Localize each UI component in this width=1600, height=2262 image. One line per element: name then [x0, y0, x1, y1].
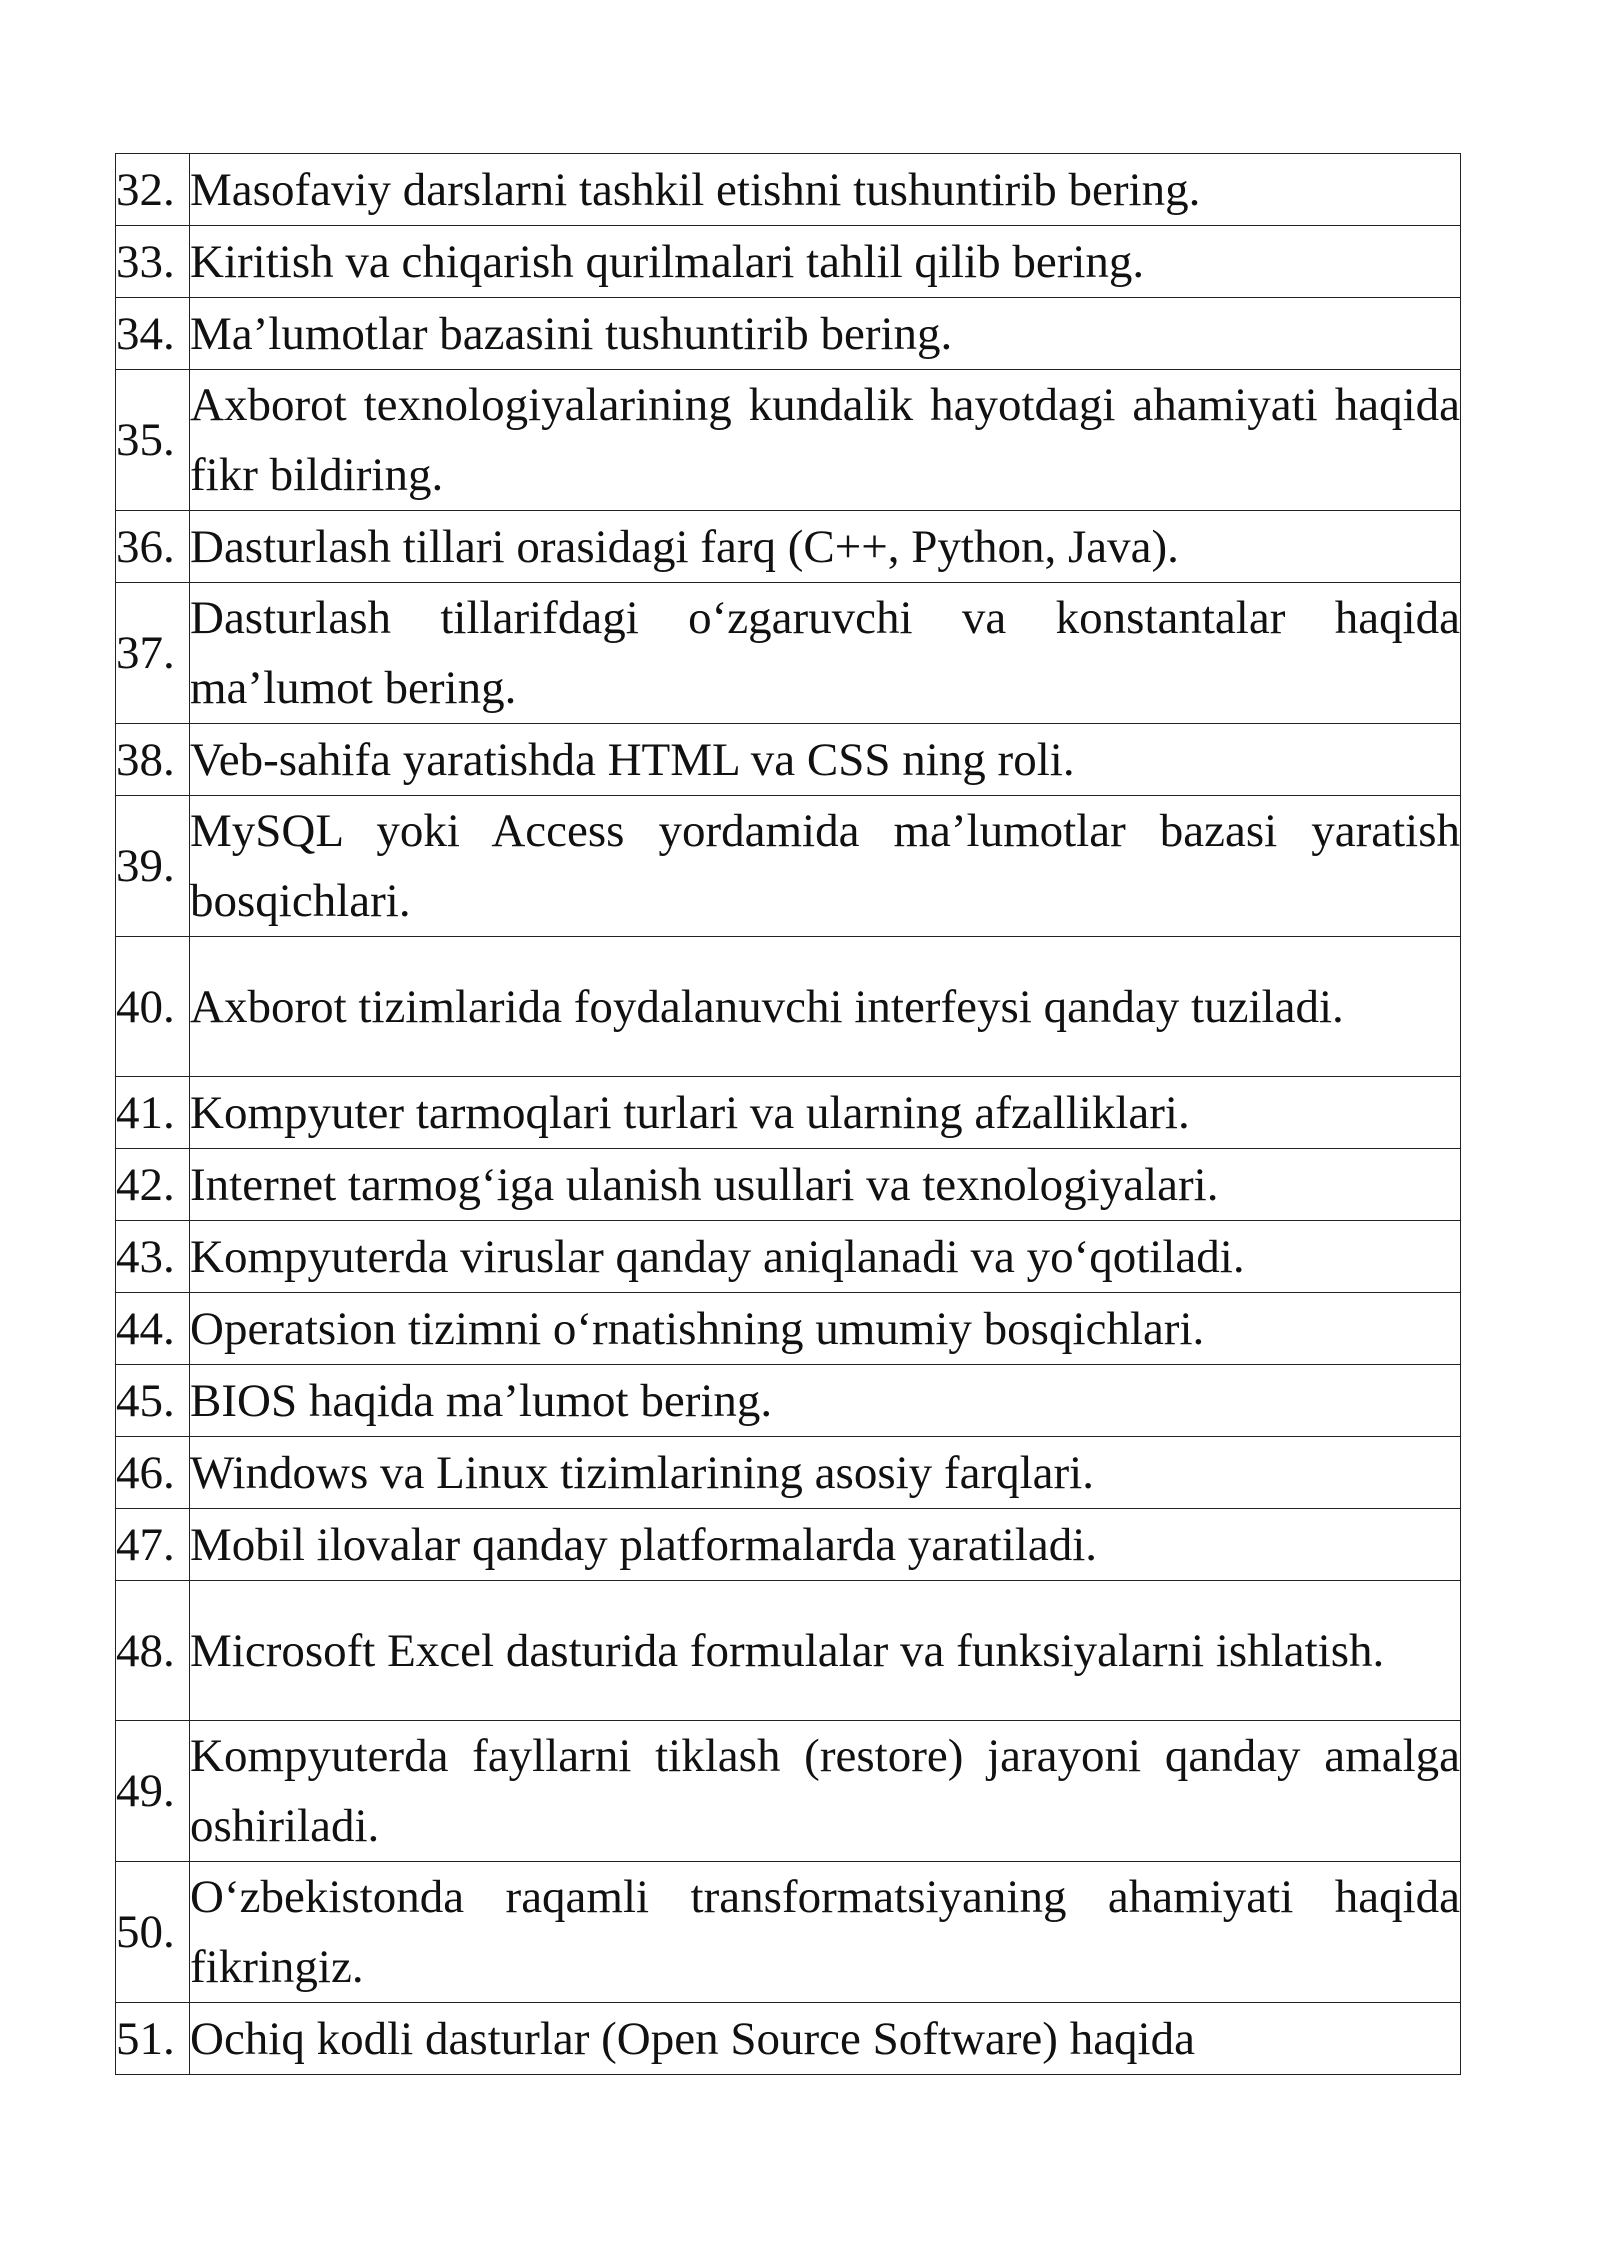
question-number: 35.	[116, 370, 190, 511]
table-row	[116, 298, 1461, 370]
table-row	[116, 1077, 1461, 1149]
question-text: Windows va Linux tizimlarining asosiy farqlari.	[190, 1437, 1461, 1509]
question-number: 42.	[116, 1149, 190, 1221]
table-row	[116, 154, 1461, 226]
question-number: 41.	[116, 1077, 190, 1149]
table-row	[116, 1581, 1461, 1721]
questions-table	[115, 153, 1461, 2075]
question-text: Dasturlash tillari orasidagi farq (C++, Python, Java).	[190, 511, 1461, 583]
table-row	[116, 1437, 1461, 1509]
question-number: 45.	[116, 1365, 190, 1437]
question-number: 49.	[116, 1721, 190, 1862]
table-row	[116, 226, 1461, 298]
table-row	[116, 1862, 1461, 2003]
question-number: 32.	[116, 154, 190, 226]
question-number: 38.	[116, 724, 190, 796]
question-text: Internet tarmog‘iga ulanish usullari va texnologiyalari.	[190, 1149, 1461, 1221]
question-number: 39.	[116, 796, 190, 937]
table-row	[116, 1509, 1461, 1581]
question-text: Ma’lumotlar bazasini tushuntirib bering.	[190, 298, 1461, 370]
document-page	[115, 153, 1460, 2075]
question-number: 33.	[116, 226, 190, 298]
table-row	[116, 511, 1461, 583]
question-number: 47.	[116, 1509, 190, 1581]
question-text: Masofaviy darslarni tashkil etishni tushuntirib bering.	[190, 154, 1461, 226]
question-number: 44.	[116, 1293, 190, 1365]
question-number: 40.	[116, 937, 190, 1077]
question-text: Axborot texnologiyalarining kundalik hayotdagi ahamiyati haqida fikr bildiring.	[190, 370, 1461, 511]
question-number: 50.	[116, 1862, 190, 2003]
question-text: O‘zbekistonda raqamli transformatsiyaning ahamiyati haqida fikringiz.	[190, 1862, 1461, 2003]
table-row	[116, 1221, 1461, 1293]
question-text: Kompyuterda fayllarni tiklash (restore) jarayoni qanday amalga oshiriladi.	[190, 1721, 1461, 1862]
question-text: BIOS haqida ma’lumot bering.	[190, 1365, 1461, 1437]
table-row	[116, 796, 1461, 937]
table-row	[116, 1365, 1461, 1437]
question-number: 48.	[116, 1581, 190, 1721]
question-text: Dasturlash tillarifdagi o‘zgaruvchi va konstantalar haqida ma’lumot bering.	[190, 583, 1461, 724]
table-row	[116, 1721, 1461, 1862]
question-text: Operatsion tizimni o‘rnatishning umumiy bosqichlari.	[190, 1293, 1461, 1365]
question-text: Mobil ilovalar qanday platformalarda yaratiladi.	[190, 1509, 1461, 1581]
questions-table-body	[116, 154, 1461, 2075]
question-text: Kompyuter tarmoqlari turlari va ularning afzalliklari.	[190, 1077, 1461, 1149]
question-text: Kiritish va chiqarish qurilmalari tahlil qilib bering.	[190, 226, 1461, 298]
question-number: 34.	[116, 298, 190, 370]
table-row	[116, 937, 1461, 1077]
question-text: Veb-sahifa yaratishda HTML va CSS ning roli.	[190, 724, 1461, 796]
question-number: 46.	[116, 1437, 190, 1509]
question-text: Microsoft Excel dasturida formulalar va funksiyalarni ishlatish.	[190, 1581, 1461, 1721]
question-number: 37.	[116, 583, 190, 724]
table-row	[116, 370, 1461, 511]
table-row	[116, 583, 1461, 724]
table-row	[116, 1149, 1461, 1221]
question-text: Axborot tizimlarida foydalanuvchi interfeysi qanday tuziladi.	[190, 937, 1461, 1077]
table-row	[116, 2003, 1461, 2075]
question-text: MySQL yoki Access yordamida ma’lumotlar bazasi yaratish bosqichlari.	[190, 796, 1461, 937]
question-text: Ochiq kodli dasturlar (Open Source Software) haqida	[190, 2003, 1461, 2075]
table-row	[116, 724, 1461, 796]
question-number: 43.	[116, 1221, 190, 1293]
table-row	[116, 1293, 1461, 1365]
question-number: 51.	[116, 2003, 190, 2075]
question-number: 36.	[116, 511, 190, 583]
question-text: Kompyuterda viruslar qanday aniqlanadi va yo‘qotiladi.	[190, 1221, 1461, 1293]
